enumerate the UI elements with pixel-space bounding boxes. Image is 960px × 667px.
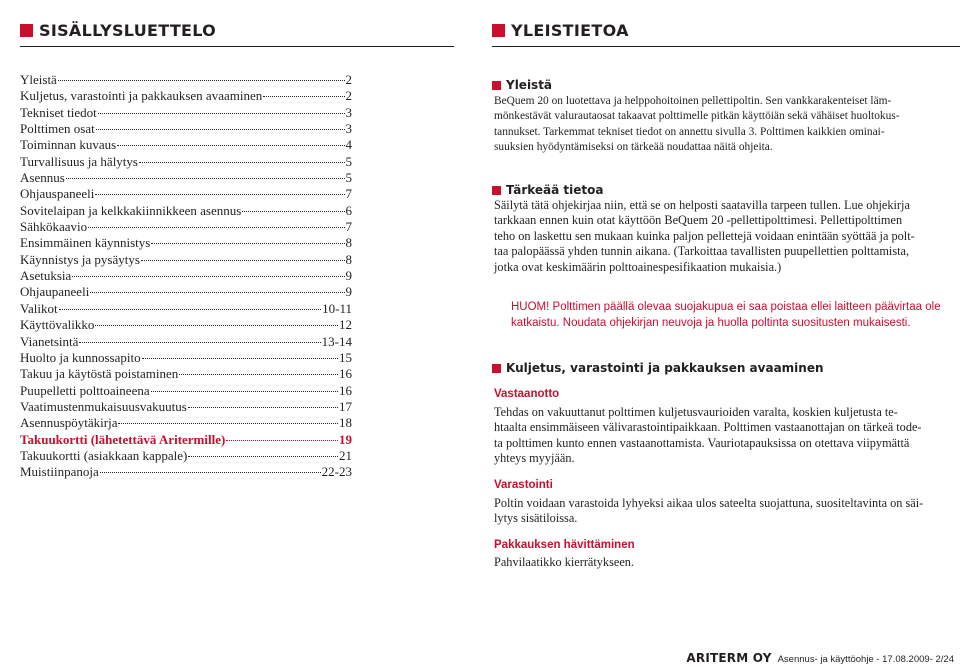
toc-entry: [20, 72, 352, 88]
red-square-icon: [20, 24, 33, 37]
text-line: katkaistu. Noudata ohjekirjan neuvoja ja huolla poltinta suositusten mukaisesti.: [511, 316, 911, 329]
text-line: htaalta ensimmäiseen välivarastointipaikkaan. Polttimen vastaanottajan on tärkeä tode-: [494, 420, 922, 435]
toc-entry-page: 21: [339, 447, 352, 463]
toc-dot-leader: [95, 325, 338, 326]
toc-entry-page: 7: [345, 219, 352, 235]
toc-dot-leader: [141, 260, 345, 261]
text-line: taa palopäässä yhden tunnin aikana. (Tarkoittaa tavallisten puupellettien polttamista,: [494, 244, 910, 259]
text-line: teho on laskettu sen mukaan kuinka paljon pellettejä voidaan enintään syöttää ja polt-: [494, 228, 915, 243]
toc-dot-leader: [88, 227, 344, 228]
storage-paragraph: [494, 496, 952, 527]
red-square-icon: [492, 24, 505, 37]
toc-entry-page: 15: [339, 349, 352, 365]
text-line: lytys sisätiloissa.: [494, 511, 578, 526]
toc-entry: [20, 88, 352, 104]
right-page: [470, 0, 960, 667]
footer-brand: ARITERM OY: [686, 651, 772, 665]
toc-entry-page: 13-14: [321, 333, 352, 349]
toc-entry-title: Vianetsintä: [20, 333, 79, 349]
toc-entry-title: Kuljetus, varastointi ja pakkauksen avaaminen: [20, 88, 263, 104]
toc-entry-title: Vaatimustenmukaisuusvakuutus: [20, 398, 187, 414]
warning-note: [511, 300, 951, 331]
toc-entry-page: 9: [345, 284, 352, 300]
toc-dot-leader: [98, 113, 345, 114]
toc-entry: [20, 235, 352, 251]
text-line: BeQuem 20 on luotettava ja helppohoitoinen pellettipoltin. Sen vankkarakenteiset läm-: [494, 95, 892, 107]
toc-entry: [20, 334, 352, 350]
general-subheader: [492, 78, 552, 92]
toc-entry: [20, 432, 352, 448]
toc-entry: [20, 268, 352, 284]
toc-entry: [20, 464, 352, 480]
general-paragraph: [494, 94, 952, 155]
footer-text: Asennus- ja käyttöohje - 17.08.2009- 2/24: [777, 654, 954, 665]
toc-entry-title: Asetuksia: [20, 268, 72, 284]
toc-entry: [20, 448, 352, 464]
toc-dot-leader: [58, 80, 345, 81]
toc-dot-leader: [151, 391, 338, 392]
red-square-icon: [492, 81, 501, 90]
table-of-contents: [20, 72, 352, 481]
toc-dot-leader: [263, 96, 344, 97]
toc-entry-title: Takuu ja käytöstä poistaminen: [20, 366, 179, 382]
general-info-header-title: YLEISTIETOA: [511, 20, 629, 40]
toc-entry-page: 7: [345, 186, 352, 202]
toc-entry-title: Turvallisuus ja hälytys: [20, 153, 138, 169]
page-footer: [686, 651, 954, 665]
toc-entry-page: 18: [339, 415, 352, 431]
toc-entry-page: 3: [345, 104, 352, 120]
toc-entry: [20, 186, 352, 202]
toc-entry: [20, 252, 352, 268]
toc-entry-title: Ensimmäinen käynnistys: [20, 235, 151, 251]
toc-entry-page: 4: [345, 137, 352, 153]
transport-subheader-title: Kuljetus, varastointi ja pakkauksen avaaminen: [506, 361, 824, 375]
toc-entry-title: Yleistä: [20, 72, 57, 87]
transport-subheader: [492, 361, 824, 375]
toc-entry: [20, 121, 352, 137]
text-line: mönkestävät valurautaosat takaavat polttimelle pitkän käyttöiän sekä vähäiset huoltokus-: [494, 110, 900, 123]
toc-entry-page: 9: [345, 268, 352, 284]
toc-dot-leader: [179, 374, 338, 375]
toc-entry-page: 3: [345, 121, 352, 137]
toc-dot-leader: [188, 456, 338, 457]
general-subheader-title: Yleistä: [506, 78, 553, 92]
important-subheader-title: Tärkeää tietoa: [506, 183, 604, 197]
toc-header-title: SISÄLLYSLUETTELO: [39, 20, 217, 40]
toc-entry-title: Valikot: [20, 300, 58, 316]
receipt-label: Vastaanotto: [494, 388, 560, 400]
toc-entry-title: Puupelletti polttoaineena: [20, 382, 150, 398]
toc-entry-title: Toiminnan kuvaus: [20, 137, 117, 153]
important-subheader: [492, 183, 603, 197]
toc-entry-title: Sovitelaipan ja kelkkakiinnikkeen asennus: [20, 202, 242, 218]
toc-dot-leader: [100, 472, 321, 473]
toc-entry-title: Ohjauspaneeli: [20, 186, 95, 202]
toc-dot-leader: [151, 243, 344, 244]
toc-entry-page: 22-23: [321, 464, 352, 480]
toc-dot-leader: [226, 440, 338, 441]
toc-dot-leader: [90, 292, 344, 293]
toc-entry-page: 8: [345, 235, 352, 251]
toc-entry: [20, 203, 352, 219]
toc-entry: [20, 399, 352, 415]
toc-entry-page: 17: [339, 398, 352, 414]
toc-dot-leader: [139, 162, 345, 163]
text-line: tarkkaan ennen kuin otat käyttöön BeQuem 20 -pellettipolttimesi. Pellettipolttimen: [494, 213, 903, 228]
text-line: yhteys myyjään.: [494, 451, 575, 466]
toc-entry-page: 5: [345, 170, 352, 186]
red-square-icon: [492, 186, 501, 195]
text-line: Pahvilaatikko kierrätykseen.: [494, 555, 635, 569]
toc-entry: [20, 137, 352, 153]
disposal-paragraph: [494, 555, 952, 570]
toc-entry: [20, 383, 352, 399]
toc-entry-page: 8: [345, 251, 352, 267]
toc-entry: [20, 154, 352, 170]
text-line: HUOM! Polttimen päällä olevaa suojakupua ei saa poistaa ellei laitteen päävirtaa ole: [511, 301, 941, 313]
toc-entry: [20, 415, 352, 431]
toc-entry-title: Sähkökaavio: [20, 219, 88, 235]
toc-entry-page: 10-11: [322, 300, 352, 316]
receipt-paragraph: [494, 405, 952, 467]
toc-dot-leader: [72, 276, 344, 277]
toc-entry-title: Käynnistys ja pysäytys: [20, 251, 140, 267]
toc-dot-leader: [66, 178, 345, 179]
toc-entry-title: Asennus: [20, 170, 65, 186]
important-paragraph: [494, 198, 952, 275]
toc-entry-page: 6: [345, 202, 352, 218]
toc-header: [20, 18, 216, 42]
toc-entry: [20, 105, 352, 121]
text-line: jotka ovat keskimäärin polttoainespesifikaation mukaisia.): [494, 259, 782, 274]
toc-entry-title: Huolto ja kunnossapito: [20, 349, 141, 365]
toc-dot-leader: [117, 145, 344, 146]
toc-entry: [20, 366, 352, 382]
toc-dot-leader: [142, 358, 338, 359]
toc-entry-page: 12: [339, 317, 352, 333]
general-info-header: [492, 18, 629, 42]
text-line: Säilytä tätä ohjekirjaa niin, että se on helposti saatavilla tarpeen tullen. Lue ohjekirja: [494, 198, 910, 212]
toc-entry: [20, 301, 352, 317]
toc-entry-page: 2: [345, 88, 352, 104]
toc-dot-leader: [79, 342, 320, 343]
toc-entry-title: Käyttövalikko: [20, 317, 95, 333]
toc-dot-leader: [59, 309, 322, 310]
toc-dot-leader: [95, 194, 344, 195]
toc-entry-title: Takuukortti (lähetettävä Aritermille): [20, 431, 226, 447]
toc-entry-page: 16: [339, 382, 352, 398]
toc-entry-title: Ohjaupaneeli: [20, 284, 90, 300]
toc-dot-leader: [96, 129, 345, 130]
red-square-icon: [492, 364, 501, 373]
toc-entry-title: Tekniset tiedot: [20, 104, 97, 120]
toc-entry-title: Polttimen osat: [20, 121, 95, 137]
toc-entry-page: 5: [345, 153, 352, 169]
toc-dot-leader: [242, 211, 344, 212]
left-page: [0, 0, 470, 667]
toc-entry-title: Asennuspöytäkirja: [20, 415, 118, 431]
general-info-header-rule: [492, 46, 960, 47]
toc-header-rule: [20, 46, 454, 47]
toc-entry-title: Muistiinpanoja: [20, 464, 99, 480]
text-line: Poltin voidaan varastoida lyhyeksi aikaa ulos sateelta suojattuna, suositeltavinta on säi-: [494, 496, 924, 510]
toc-entry-title: Takuukortti (asiakkaan kappale): [20, 447, 188, 463]
toc-entry-page: 2: [345, 72, 352, 87]
toc-dot-leader: [118, 423, 338, 424]
toc-entry-page: 16: [339, 366, 352, 382]
text-line: ta polttimen kunto ennen vastaanottamista. Vauriotapauksissa on otettava viipymättä: [494, 435, 910, 450]
text-line: suuksien hyödyntämiseksi on tärkeää noudattaa näitä ohjeita.: [494, 140, 773, 153]
text-line: tannukset. Tarkemmat tekniset tiedot on annettu sivulla 3. Polttimen kaikkien ominai-: [494, 125, 885, 138]
toc-entry: [20, 350, 352, 366]
toc-entry-page: 19: [339, 431, 352, 447]
toc-entry: [20, 317, 352, 333]
toc-dot-leader: [188, 407, 338, 408]
text-line: Tehdas on vakuuttanut polttimen kuljetusvaurioiden varalta, koskien kuljetusta te-: [494, 405, 898, 419]
toc-entry: [20, 284, 352, 300]
storage-label: Varastointi: [494, 479, 553, 491]
toc-entry: [20, 219, 352, 235]
disposal-label: Pakkauksen hävittäminen: [494, 539, 635, 551]
toc-entry: [20, 170, 352, 186]
